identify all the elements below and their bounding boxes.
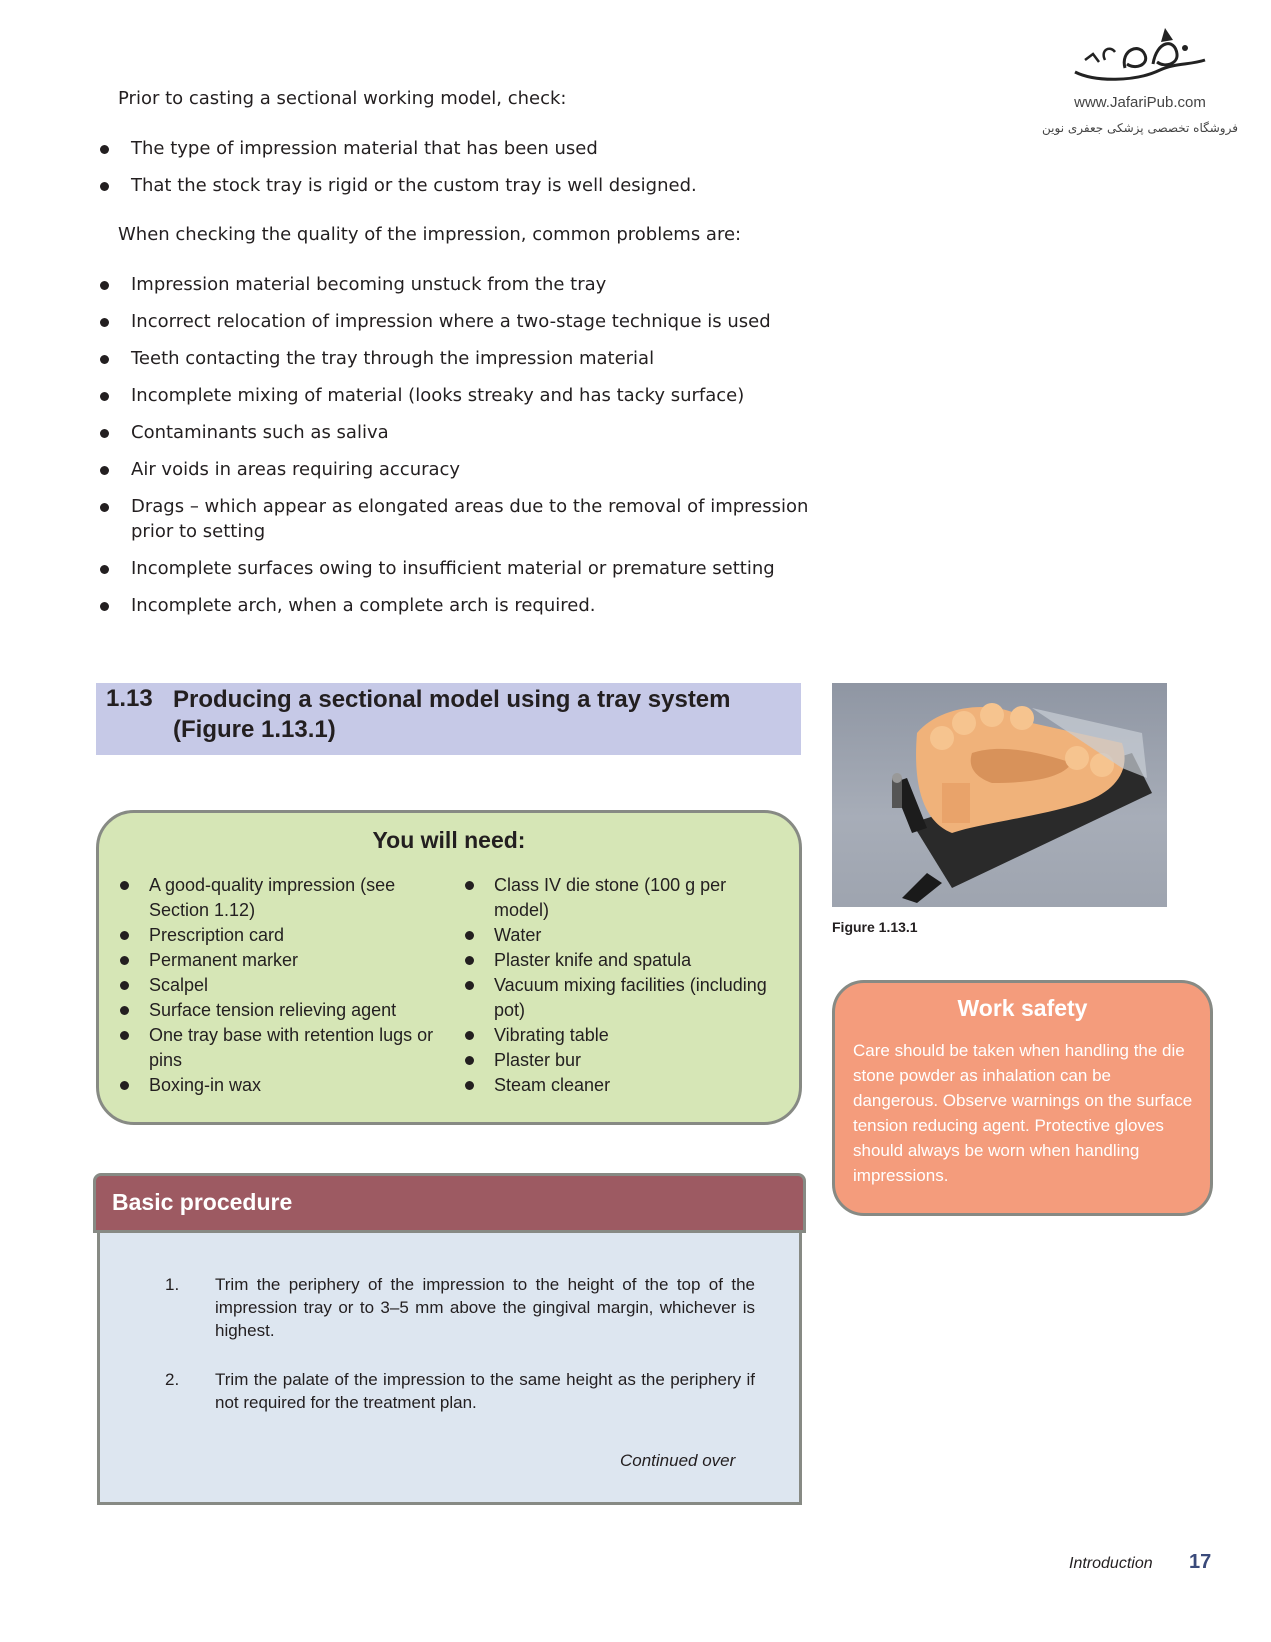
list-item: Permanent marker [119, 948, 439, 973]
publisher-logo [1040, 20, 1240, 150]
procedure-step [165, 1368, 755, 1418]
continued-note: Continued over [620, 1451, 736, 1470]
list-item: Steam cleaner [464, 1073, 784, 1098]
safety-title: Work safety [957, 995, 1088, 1021]
procedure-step [165, 1273, 755, 1343]
you-will-need-box [96, 810, 802, 1125]
intro-check: Prior to casting a sectional working model, check: [118, 88, 567, 109]
step-number: 1. [165, 1275, 180, 1294]
list-item: Surface tension relieving agent [119, 998, 439, 1023]
list-item: Contaminants such as saliva [98, 420, 818, 445]
step-text: Trim the periphery of the impression to the height of the top of the impression tray or to 3–5 mm above the gingival margin, whichever is highest. [215, 1275, 755, 1340]
list-item: Impression material becoming unstuck from the tray [98, 272, 818, 297]
step-number: 2. [165, 1370, 180, 1389]
work-safety-box [832, 980, 1213, 1216]
figure-tray-model-photo [832, 683, 1167, 907]
need-list-left [119, 873, 439, 1098]
list-item: Incomplete arch, when a complete arch is required. [98, 593, 818, 618]
logo-tagline: فروشگاه تخصصی پزشکی جعفری نوین [1042, 121, 1238, 135]
list-item: Air voids in areas requiring accuracy [98, 457, 818, 482]
figure-caption: Figure 1.13.1 [832, 919, 918, 935]
section-heading [96, 683, 801, 755]
list-item: Plaster knife and spatula [464, 948, 784, 973]
list-item: Drags – which appear as elongated areas due to the removal of impression prior to setting [98, 494, 818, 544]
list-item: Vacuum mixing facilities (including pot) [464, 973, 784, 1023]
check-list [98, 136, 818, 210]
page-number: 17 [1189, 1551, 1212, 1573]
list-item: Incorrect relocation of impression where a two-stage technique is used [98, 309, 818, 334]
list-item: One tray base with retention lugs or pins [119, 1023, 439, 1073]
list-item: The type of impression material that has been used [98, 136, 818, 161]
procedure-header [93, 1173, 806, 1233]
list-item: That the stock tray is rigid or the custom tray is well designed. [98, 173, 818, 198]
list-item: Class IV die stone (100 g per model) [464, 873, 784, 923]
safety-text: Care should be taken when handling the die stone powder as inhalation can be dangerous. Observe warnings on the surface tension reducing agent. Protective gloves should always be worn when handling impressions. [853, 1041, 1193, 1185]
dental-model-image [832, 683, 1167, 907]
list-item: Incomplete surfaces owing to insufficient material or premature setting [98, 556, 818, 581]
list-item: Plaster bur [464, 1048, 784, 1073]
step-text: Trim the palate of the impression to the same height as the periphery if not required for the treatment plan. [215, 1370, 755, 1412]
list-item: Boxing-in wax [119, 1073, 439, 1098]
list-item: Teeth contacting the tray through the impression material [98, 346, 818, 371]
procedure-title: Basic procedure [112, 1189, 293, 1215]
list-item: Vibrating table [464, 1023, 784, 1048]
list-item: Prescription card [119, 923, 439, 948]
list-item: Water [464, 923, 784, 948]
section-title: Producing a sectional model using a tray system (Figure 1.13.1) [173, 686, 731, 743]
logo-calligraphy-icon [1065, 20, 1215, 90]
logo-url: www.JafariPub.com [1074, 94, 1206, 111]
intro-problems: When checking the quality of the impression, common problems are: [118, 224, 742, 245]
section-number: 1.13 [106, 685, 153, 712]
need-list-right [464, 873, 784, 1098]
list-item: Scalpel [119, 973, 439, 998]
list-item: Incomplete mixing of material (looks streaky and has tacky surface) [98, 383, 818, 408]
need-title: You will need: [372, 827, 526, 853]
footer-chapter-label: Introduction [1069, 1555, 1153, 1572]
list-item: A good-quality impression (see Section 1.12) [119, 873, 439, 923]
problem-list [98, 272, 818, 630]
